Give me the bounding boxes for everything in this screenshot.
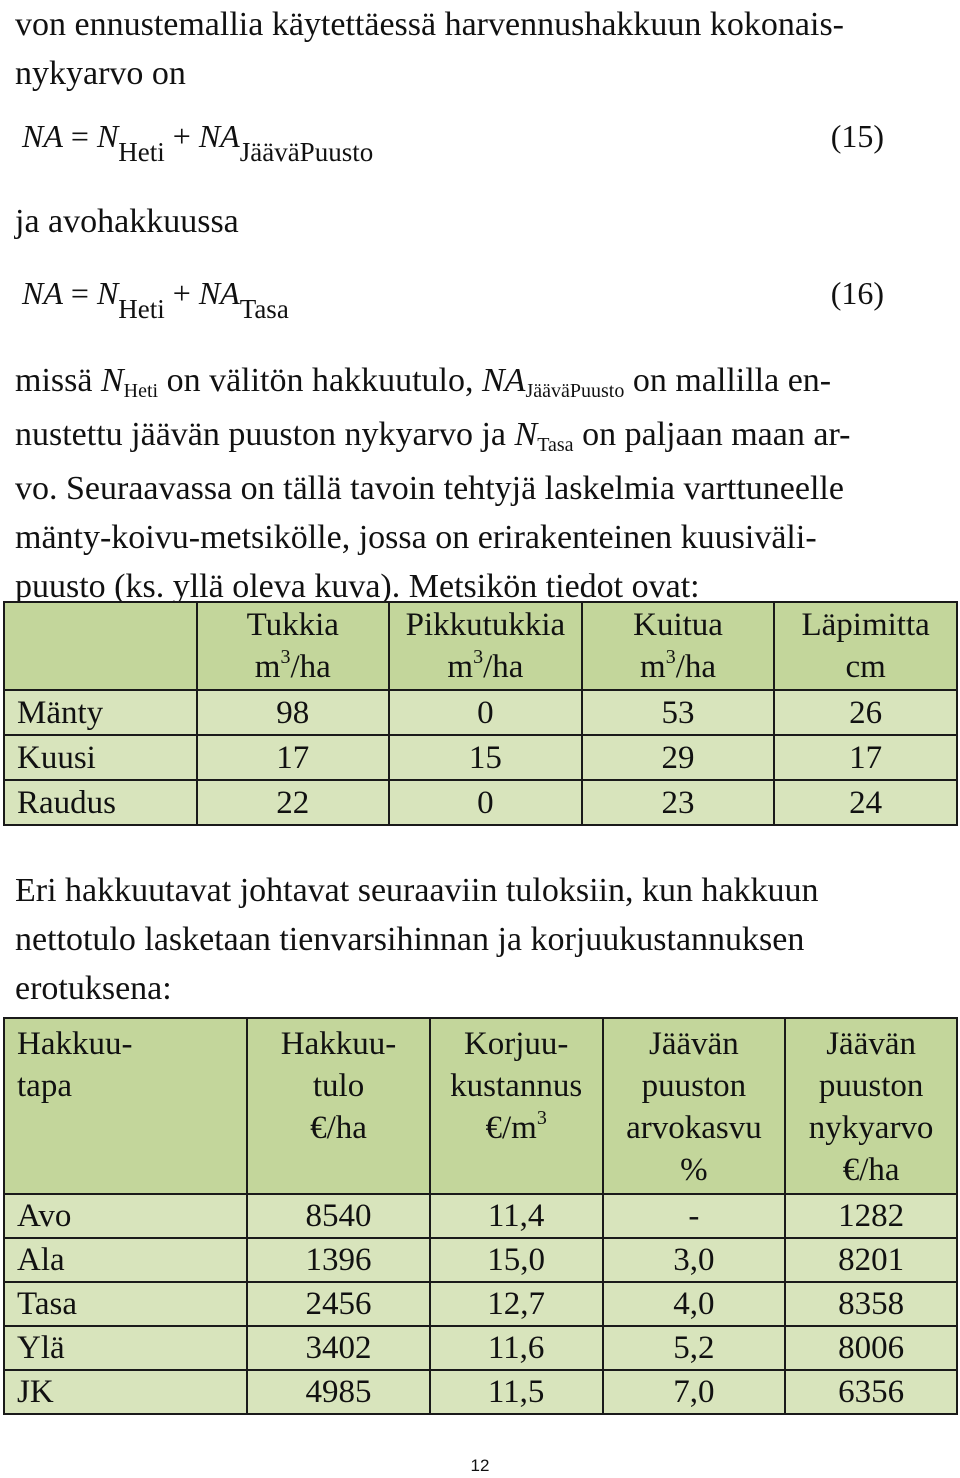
header-text: tapa <box>17 1068 72 1104</box>
table-cell: 0 <box>389 690 582 735</box>
eq-operator: = <box>70 275 89 311</box>
table-row <box>4 1282 957 1326</box>
table-cell: 7,0 <box>603 1370 786 1414</box>
header-text: €/ha <box>842 1152 900 1188</box>
eq-subscript: Heti <box>118 137 165 167</box>
superscript: 3 <box>536 1107 547 1129</box>
text-run: nustettu jäävän puuston nykyarvo ja <box>15 416 515 453</box>
text-run: on välitön hakkuutulo, <box>158 362 482 399</box>
header-text: m <box>447 649 474 685</box>
header-text: Korjuu- <box>463 1026 569 1062</box>
equation-number: (16) <box>830 275 884 311</box>
text-line <box>15 410 850 464</box>
header-text: /ha <box>290 649 331 685</box>
definitions-paragraph <box>15 356 850 611</box>
equation-16 <box>22 275 289 324</box>
header-text: €/ha <box>310 1110 367 1146</box>
header-text: m <box>640 649 666 685</box>
harvest-results-table <box>3 1017 958 1415</box>
table-cell: 24 <box>774 780 957 825</box>
table-cell: 1396 <box>247 1238 430 1282</box>
table-header-cell <box>197 602 389 690</box>
table-cell: 53 <box>582 690 774 735</box>
eq-operator: = <box>70 118 89 154</box>
eq-operator: + <box>172 275 191 311</box>
table-header-cell <box>389 602 582 690</box>
math-symbol: N <box>514 416 538 453</box>
superscript: 3 <box>473 646 484 668</box>
page-number: 12 <box>470 1456 490 1475</box>
table-cell: 3,0 <box>603 1238 786 1282</box>
eq-symbol: N <box>96 275 119 311</box>
header-text: Läpimitta <box>801 607 930 643</box>
text-line: nykyarvo on <box>15 55 186 92</box>
table-cell: 8201 <box>785 1238 957 1282</box>
header-text: Pikkutukkia <box>405 607 566 643</box>
table-cell: Avo <box>4 1194 247 1238</box>
table-cell: Kuusi <box>4 735 197 780</box>
table-cell: 8540 <box>247 1194 430 1238</box>
header-text: Hakkuu- <box>280 1026 397 1062</box>
eq-symbol: NA <box>22 275 63 311</box>
table-row <box>4 735 957 780</box>
header-text: arvokasvu <box>626 1110 762 1146</box>
table-cell: 4985 <box>247 1370 430 1414</box>
table-row <box>4 1326 957 1370</box>
equation-15 <box>22 118 374 167</box>
text-line <box>15 356 850 410</box>
text-line: ja avohakkuussa <box>15 203 239 240</box>
eq-subscript: Tasa <box>239 294 289 324</box>
math-symbol: N <box>100 362 124 399</box>
text-run: on paljaan maan ar- <box>573 416 851 453</box>
text-line: nettotulo lasketaan tienvarsihinnan ja korjuukustannuksen <box>15 921 805 958</box>
table-header-row <box>4 602 957 690</box>
header-text: €/m <box>485 1110 537 1146</box>
table-header-cell <box>4 1018 247 1194</box>
header-text: cm <box>845 649 886 685</box>
intro-paragraph <box>15 0 844 98</box>
eq-symbol: NA <box>198 275 240 311</box>
eq-symbol: N <box>96 118 119 154</box>
eq-subscript: JääväPuusto <box>239 137 374 167</box>
text-line: Eri hakkuutavat johtavat seuraaviin tuloksiin, kun hakkuun <box>15 872 819 909</box>
table-cell: 15 <box>389 735 582 780</box>
header-text: nykyarvo <box>808 1110 934 1146</box>
math-subscript: Heti <box>123 380 159 402</box>
table-cell: 11,6 <box>430 1326 603 1370</box>
table-cell: 23 <box>582 780 774 825</box>
table-cell: 4,0 <box>603 1282 786 1326</box>
text-line: mänty-koivu-metsikölle, jossa on erirakenteinen kuusiväli- <box>15 519 817 556</box>
table-cell: Ala <box>4 1238 247 1282</box>
header-text: kustannus <box>450 1068 583 1104</box>
equation-number: (15) <box>830 118 884 154</box>
header-text: Kuitua <box>633 607 723 643</box>
table-cell: 6356 <box>785 1370 957 1414</box>
math-subscript: JääväPuusto <box>525 380 625 402</box>
table-cell: JK <box>4 1370 247 1414</box>
header-text: Tukkia <box>246 607 339 643</box>
table-row <box>4 690 957 735</box>
table-header-cell <box>430 1018 603 1194</box>
eq-symbol: NA <box>22 118 63 154</box>
table-cell: 12,7 <box>430 1282 603 1326</box>
table-header-cell <box>247 1018 430 1194</box>
table-cell: 0 <box>389 780 582 825</box>
header-text: Jäävän <box>826 1026 917 1062</box>
table-cell: 1282 <box>785 1194 957 1238</box>
table-cell: 29 <box>582 735 774 780</box>
header-text: Hakkuu- <box>17 1026 133 1062</box>
table-header-row <box>4 1018 957 1194</box>
table-header-cell <box>603 1018 786 1194</box>
table-cell: 5,2 <box>603 1326 786 1370</box>
header-text: /ha <box>675 649 717 685</box>
table-cell: 17 <box>774 735 957 780</box>
table-cell: 11,5 <box>430 1370 603 1414</box>
table-cell: Mänty <box>4 690 197 735</box>
header-text: puuston <box>818 1068 924 1104</box>
table-row <box>4 1370 957 1414</box>
text-line: erotuksena: <box>15 970 172 1007</box>
header-text: tulo <box>312 1068 365 1104</box>
table-header-cell <box>4 602 197 690</box>
header-text: % <box>680 1152 708 1188</box>
table-cell: 2456 <box>247 1282 430 1326</box>
header-text: Jäävän <box>649 1026 739 1062</box>
table-header-cell <box>774 602 957 690</box>
table-cell: 98 <box>197 690 389 735</box>
table-row <box>4 1194 957 1238</box>
header-text: /ha <box>483 649 524 685</box>
eq-symbol: NA <box>198 118 240 154</box>
table-cell: Raudus <box>4 780 197 825</box>
math-subscript: Tasa <box>537 434 574 456</box>
header-text: puuston <box>641 1068 747 1104</box>
eq-subscript: Heti <box>118 294 165 324</box>
superscript: 3 <box>280 646 291 668</box>
superscript: 3 <box>665 646 676 668</box>
results-paragraph <box>15 866 819 1013</box>
table-cell: 17 <box>197 735 389 780</box>
table-cell: 15,0 <box>430 1238 603 1282</box>
table-cell: Ylä <box>4 1326 247 1370</box>
table-cell: 22 <box>197 780 389 825</box>
stand-data-table <box>3 601 958 826</box>
text-line: von ennustemallia käytettäessä harvennushakkuun kokonais- <box>15 6 844 43</box>
text-line: vo. Seuraavassa on tällä tavoin tehtyjä laskelmia varttuneelle <box>15 470 844 507</box>
table-cell: 8006 <box>785 1326 957 1370</box>
table-header-cell <box>582 602 774 690</box>
table-cell: Tasa <box>4 1282 247 1326</box>
table-cell: 8358 <box>785 1282 957 1326</box>
text-run: on mallilla en- <box>624 362 832 399</box>
text-run: missä <box>15 362 101 399</box>
math-symbol: NA <box>482 362 526 399</box>
text-line: puusto (ks. yllä oleva kuva). Metsikön tiedot ovat: <box>15 568 700 605</box>
table-cell: 3402 <box>247 1326 430 1370</box>
table-row <box>4 780 957 825</box>
table-cell: - <box>603 1194 786 1238</box>
header-text: m <box>254 649 281 685</box>
table-cell: 26 <box>774 690 957 735</box>
table-header-cell <box>785 1018 957 1194</box>
table-cell: 11,4 <box>430 1194 603 1238</box>
eq-operator: + <box>172 118 191 154</box>
table-row <box>4 1238 957 1282</box>
